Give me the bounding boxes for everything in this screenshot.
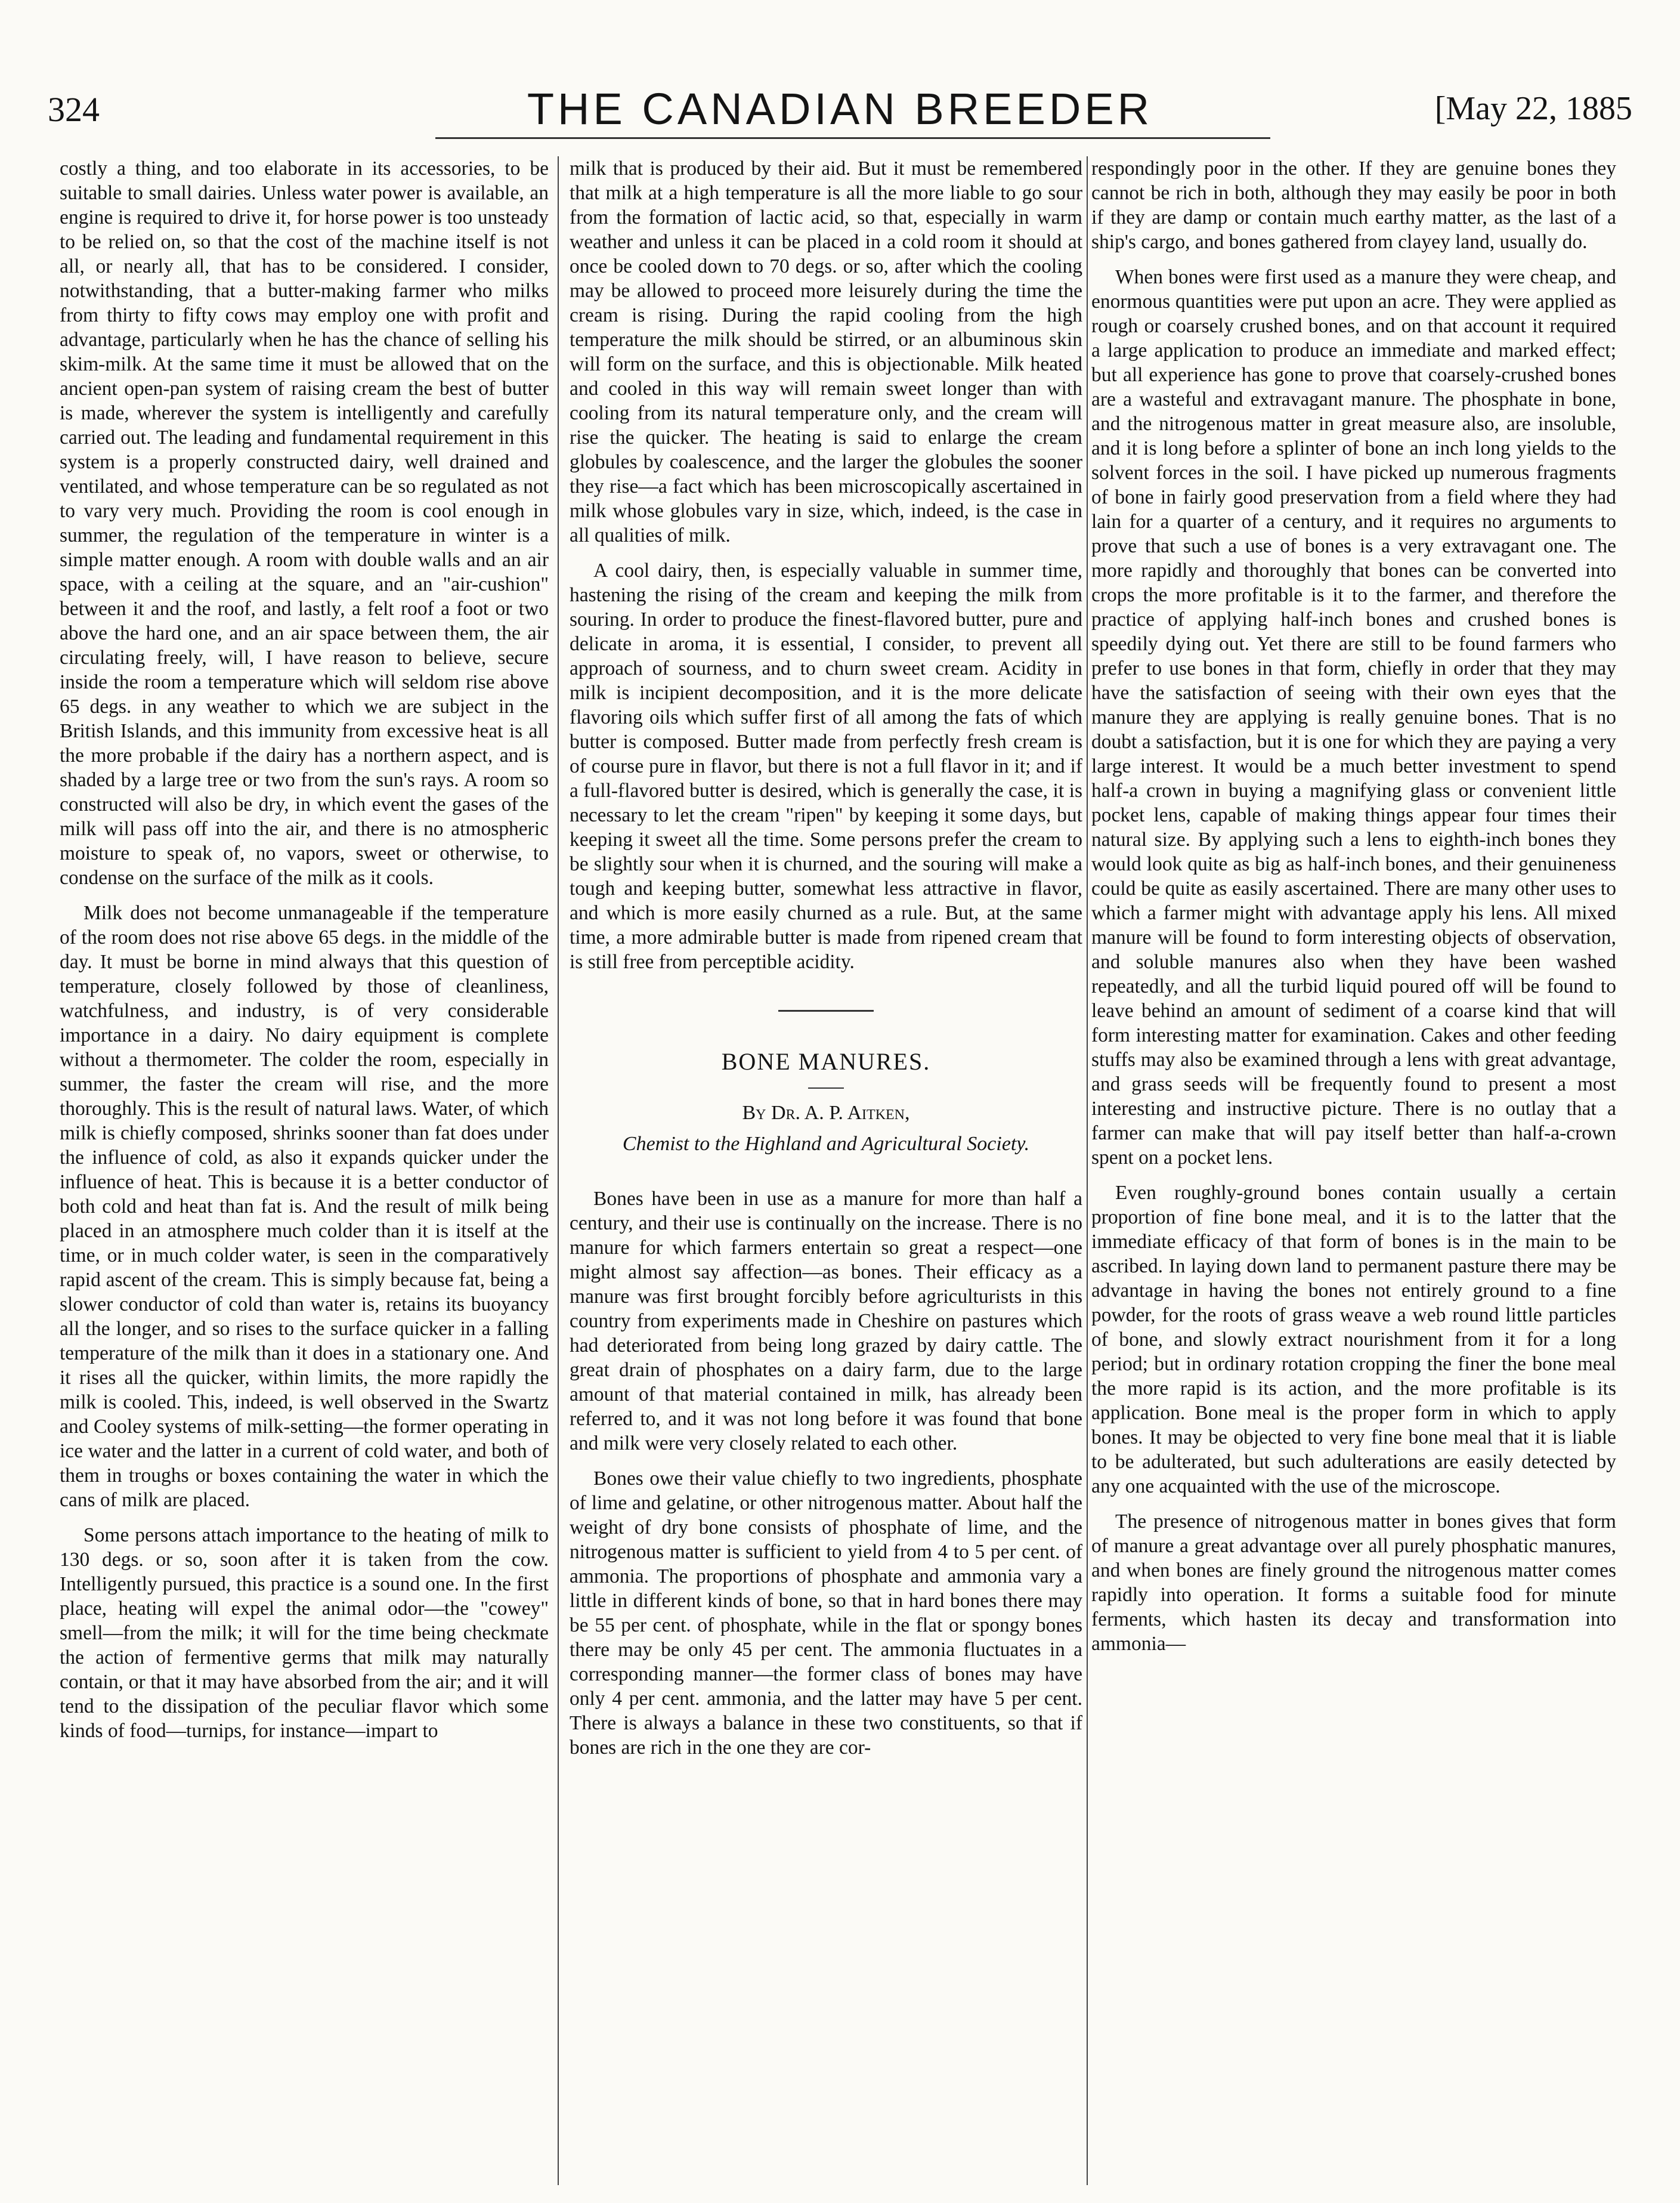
paragraph: costly a thing, and too elaborate in its accessories, to be suitable to small dairies. Unless water power is available, an engine is required to drive it, for horse power is too unsteady to be relied on, so that the cost of the machine itself is not all, or nearly all, that has to be considered. I consider, notwithstanding, that a butter-making farmer who milks from thirty to fifty cows may employ one with profit and advantage, particularly when he has the chance of selling his skim-milk. At the same time it must be allowed that on the ancient open-pan system of raising cream the best of butter is made, wherever the system is intelligently and carefully carried out. The leading and fundamental requirement in this system is a properly constructed dairy, well drained and ventilated, and whose temperature can be so regulated as not to vary very much. Providing the room is cool enough in summer, the regulation of the temperature in winter is a simple matter enough. A room with double walls and an air space, with a ceiling at the square, and an "air-cushion" between it and the roof, and lastly, a felt roof a foot or two above the hard one, and an air space between them, the air circulating freely, will, I have reason to believe, secure inside the room a temperature which will seldom rise above 65 degs. in any weather to which we are subject in the British Islands, and this immunity from excessive heat is all the more probable if the dairy has a northern aspect, and is shaded by a large tree or two from the sun's rays. A room so constructed will also be dry, in which event the gases of the milk will pass off into the air, and there is no atmospheric moisture to speak of, no vapors, sweet or otherwise, to condense on the surface of the milk as it cools.: [60, 157, 549, 889]
paragraph: Milk does not become unmanageable if the temperature of the room does not rise above 65 degs. in the middle of the day. It must be borne in mind always that this question of temperature, closely followed by those of cleanliness, watchfulness, and industry, is of very considerable importance in a dairy. No dairy equipment is complete without a thermometer. The colder the room, especially in summer, the faster the cream will rise, and the more thoroughly. This is the result of natural laws. Water, of which milk is chiefly composed, shrinks sooner than fat does under the influence of cold, as also it expands quicker under the influence of heat. This is because it is a better conductor of both cold and heat than fat is. And the result of milk being placed in an atmosphere much colder than it is itself at the time, or in much colder water, is seen in the comparatively rapid ascent of the cream. This is simply because fat, being a slower conductor of cold than water is, retains its buoyancy all the longer, and so rises to the surface quicker in a falling temperature of the milk than it does in a stationary one. And it rises all the quicker, within limits, the more rapidly the milk is cooled. This, indeed, is well observed in the Swartz and Cooley systems of milk-setting—the former operating in ice water and the latter in a current of cold water, and both of them in troughs or boxes containing the water in which the cans of milk are placed.: [60, 902, 549, 1511]
paragraph: A cool dairy, then, is especially valuable in summer time, hastening the rising of the cream and keeping the milk from souring. In order to produce the finest-flavored butter, pure and delicate in aroma, it is essential, I consider, to prevent all approach of sourness, and to churn sweet cream. Acidity in milk is incipient decomposition, and it is the more delicate flavoring oils which suffer first of all among the fats of which butter is composed. Butter made from perfectly fresh cream is of course pure in flavor, but there is not a full flavor in it; and if a full-flavored butter is desired, which is generally the case, it is necessary to let the cream "ripen" by keeping it some days, but keeping it sweet all the time. Some persons prefer the cream to be slightly sour when it is churned, and the souring will make a tough and keeping butter, somewhat less attractive in flavor, and which is more easily churned as a rule. But, at the same time, a more admirable butter is made from ripened cream that is still free from perceptible acidity.: [570, 560, 1082, 973]
paragraph: The presence of nitrogenous matter in bones gives that form of manure a great advantage over all purely phosphatic manures, and when bones are finely ground the nitrogenous matter comes rapidly into operation. It forms a suitable food for minute ferments, which hasten its decay and transformation into ammonia—: [1091, 1510, 1616, 1655]
column-2: [570, 156, 1082, 2191]
page-number: 324: [48, 90, 100, 129]
header-rule: [435, 137, 1270, 139]
section-divider: [778, 1010, 874, 1012]
author-affiliation: Chemist to the Highland and Agricultural Society.: [622, 1133, 1030, 1155]
paragraph: Some persons attach importance to the heating of milk to 130 degs. or so, soon after it is taken from the cow. Intelligently pursued, this practice is a sound one. In the first place, heating will expel the animal odor—the "cowey" smell—from the milk; it will for the time being checkmate the action of fermentive germs that milk may naturally contain, or that it may have absorbed from the air; and it will tend to the dissipation of the peculiar flavor which some kinds of food—turnips, for instance—impart to: [60, 1524, 549, 1742]
paragraph: Bones have been in use as a manure for more than half a century, and their use is continually on the increase. There is no manure for which farmers entertain so great a respect—one might almost say affection—as bones. Their efficacy as a manure was first brought forcibly before agriculturists in this country from experiments made in Cheshire on pastures which had deteriorated from being long grazed by dairy cattle. The great drain of phosphates on a dairy farm, due to the large amount of that material contained in milk, has already been referred to, and it was not long before it was found that bone and milk were very closely related to each other.: [570, 1188, 1082, 1454]
paragraph: milk that is produced by their aid. But it must be remembered that milk at a high temperature is all the more liable to go sour from the formation of lactic acid, so that, especially in warm weather and unless it can be placed in a cold room it should at once be cooled down to 70 degs. or so, after which the cooling may be allowed to proceed more leisurely during the time the cream is rising. During the rapid cooling from the high temperature the milk should be stirred, or an albuminous skin will form on the surface, and this is objectionable. Milk heated and cooled in this way will remain sweet longer than with cooling from its natural temperature only, and the cream will rise the quicker. The heating is said to enlarge the cream globules by coalescence, and the larger the globules the sooner they rise—a fact which has been microscopically ascertained in milk whose globules vary in size, which, indeed, is the case in all qualities of milk.: [570, 157, 1082, 546]
paragraph: Bones owe their value chiefly to two ingredients, phosphate of lime and gelatine, or other nitrogenous matter. About half the weight of dry bone consists of phosphate of lime, and the nitrogenous matter is sufficient to yield from 4 to 5 per cent. of ammonia. The proportions of phosphate and ammonia vary a little in different kinds of bone, so that in hard bones there may be 55 per cent. of phosphate, while in the flat or spongy bones there may be only 45 per cent. The ammonia fluctuates in a corresponding manner—the former class of bones may have only 4 per cent. ammonia, and the latter may have 5 per cent. There is always a balance in these two constituents, so that if bones are rich in the one they are cor-: [570, 1467, 1082, 1759]
paragraph: When bones were first used as a manure they were cheap, and enormous quantities were put upon an acre. They were applied as rough or coarsely crushed bones, and on that account it required a large application to produce an immediate and marked effect; but all experience has gone to prove that coarsely-crushed bones are a wasteful and extravagant manure. The phosphate in bone, and the nitrogenous matter in great measure also, are insoluble, and it is long before a splinter of bone an inch long yields to the solvent forces in the soil. I have picked up numerous fragments of bone in fairly good preservation from a field where they had lain for a quarter of a century, and it requires no arguments to prove that such a use of bones is a very extravagant one. The more rapidly and thoroughly that bones can be converted into crops the more profitable is it to the farmer, and therefore the practice of applying half-inch bones and crushed bones is speedily dying out. Yet there are still to be found farmers who prefer to use bones in that form, chiefly in order that they may have the satisfaction of seeing with their own eyes that the manure they are applying is really genuine bones. That is no doubt a satisfaction, but it is one for which they are paying a very large interest. It would be a much better investment to spend half-a crown in buying a magnifying glass or convenient little pocket lens, capable of making things appear four times their natural size. By applying such a lens to eighth-inch bones they would look quite as big as half-inch bones, and their genuineness could be quite as easily ascertained. There are many other uses to which a farmer might with advantage apply his lens. All mixed manure will be found to form interesting objects of observation, and soluble manures also when they have been washed repeatedly, and all the turbid liquid poured off will be found to leave behind an amount of sediment of a coarse kind that will form interesting matter for examination. Cakes and other feeding stuffs may also be examined through a lens with great advantage, and grass seeds will be frequently found to present a most interesting and instructive picture. There is no outlay that a farmer can make that will pay itself better than half-a-crown spent on a pocket lens.: [1091, 266, 1616, 1169]
page-header: [48, 84, 1632, 143]
issue-date: [May 22, 1885: [1434, 90, 1632, 127]
title-rule: [808, 1087, 844, 1089]
masthead-title: THE CANADIAN BREEDER: [527, 84, 1153, 134]
column-divider: [558, 156, 559, 2185]
column-3: [1091, 156, 1616, 2191]
column-1: [60, 156, 549, 2191]
paragraph: respondingly poor in the other. If they are genuine bones they cannot be rich in both, although they may easily be poor in both if they are damp or contain much earthy matter, as the last of a ship's cargo, and bones gathered from clayey land, usually do.: [1091, 157, 1616, 253]
column-divider: [1087, 156, 1088, 2185]
article-byline: By Dr. A. P. Aitken,: [742, 1102, 910, 1124]
article-title: BONE MANURES.: [721, 1048, 931, 1075]
paragraph: Even roughly-ground bones contain usually a certain proportion of fine bone meal, and it is to the latter that the immediate efficacy of that form of bones is in the main to be ascribed. In laying down land to permanent pasture there may be advantage in having the bones not entirely ground to a fine powder, for the roots of grass weave a web round little particles of bone, and slowly extract nourishment from it for a long period; but in ordinary rotation cropping the finer the bone meal the more rapid is its action, and the more profitable is its application. Bone meal is the proper form in which to apply bones. It may be objected to very fine bone meal that it is liable to be adulterated, but such adulterations are easily detected by any one acquainted with the use of the microscope.: [1091, 1182, 1616, 1497]
